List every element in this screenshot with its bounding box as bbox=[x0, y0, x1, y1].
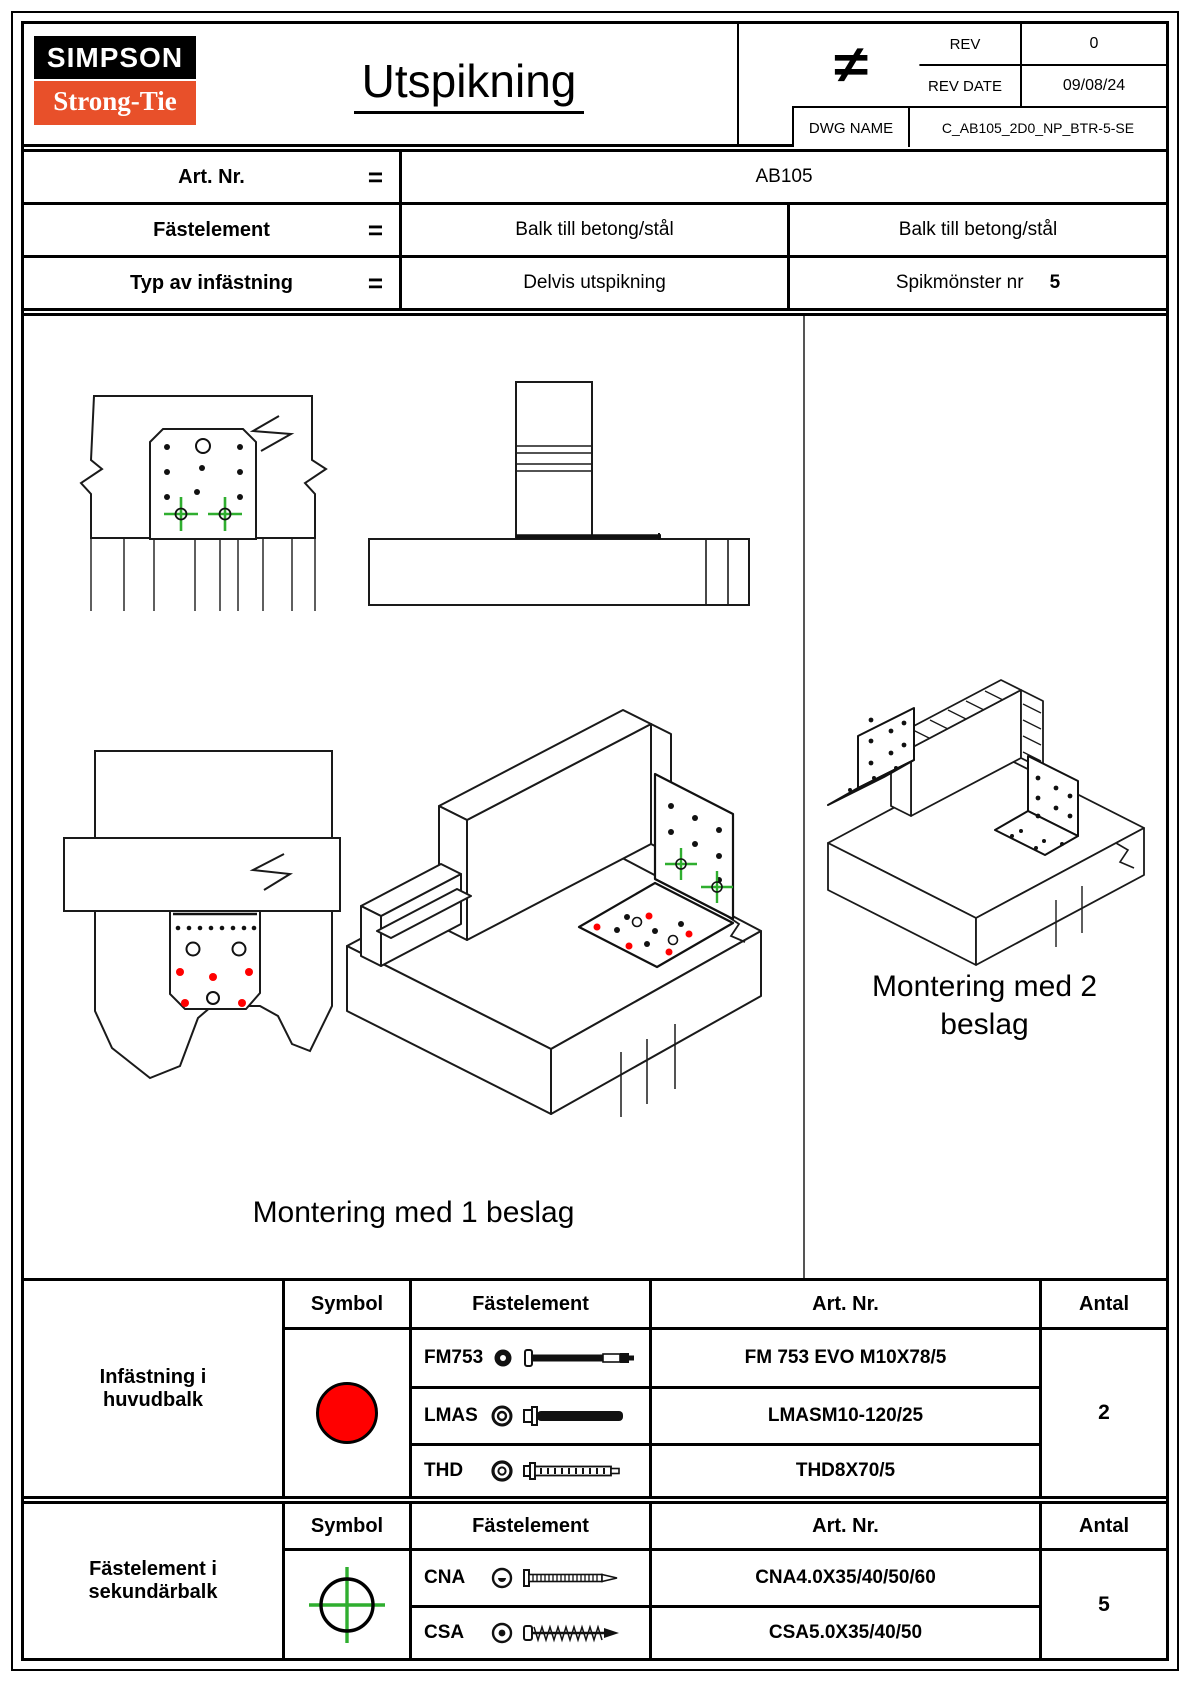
not-equal-symbol: ≠ bbox=[783, 24, 920, 106]
hatch-lines bbox=[91, 538, 315, 611]
bolt-hole bbox=[196, 439, 210, 453]
double-rule bbox=[24, 308, 1166, 316]
fastener-code: CNA bbox=[424, 1567, 466, 1588]
panel-divider bbox=[803, 316, 805, 1278]
column-header-fastener: Fästelement bbox=[412, 1504, 649, 1548]
red-circle-symbol bbox=[316, 1382, 378, 1444]
art-nr-label-cell bbox=[24, 152, 399, 202]
fastener-row-cna bbox=[412, 1551, 649, 1605]
title-block bbox=[24, 24, 1166, 144]
column-header-qty: Antal bbox=[1042, 1504, 1166, 1548]
logo-strongtie: Strong-Tie bbox=[34, 81, 196, 125]
main-beam-side bbox=[369, 539, 749, 605]
art-nr-fm753: FM 753 EVO M10X78/5 bbox=[652, 1330, 1039, 1386]
fm753-head-icon bbox=[491, 1346, 515, 1370]
revision-table bbox=[792, 24, 1166, 146]
dwg-name-value: C_AB105_2D0_NP_BTR-5-SE bbox=[910, 108, 1166, 148]
fastener-row-thd bbox=[412, 1446, 649, 1496]
fm753-side-icon bbox=[523, 1346, 641, 1370]
fastener-row-csa bbox=[412, 1608, 649, 1658]
nail-pattern-cell bbox=[790, 258, 1166, 308]
main-beam-fastener-table bbox=[24, 1281, 1166, 1496]
side-view-drawing bbox=[354, 374, 764, 609]
top-view-drawing bbox=[52, 706, 352, 1131]
csa-head-icon bbox=[490, 1621, 514, 1645]
column-header-symbol: Symbol bbox=[285, 1504, 409, 1548]
csa-side-icon bbox=[522, 1621, 640, 1645]
attachment-type-label: Typ av infästning bbox=[130, 271, 293, 294]
column-header-art: Art. Nr. bbox=[652, 1504, 1039, 1548]
fastener-code: CSA bbox=[424, 1622, 465, 1643]
symbol-cell-main-beam bbox=[285, 1330, 409, 1496]
symbol-cell-secondary-beam bbox=[285, 1551, 409, 1658]
rev-label: REV bbox=[910, 24, 1020, 64]
cut-block-left bbox=[361, 906, 381, 966]
fastener-code: LMAS bbox=[424, 1405, 478, 1426]
nail-pattern-label: Spikmönster nr bbox=[895, 272, 1024, 293]
rev-date-value: 09/08/24 bbox=[1022, 66, 1166, 106]
logo-simpson: SIMPSON bbox=[34, 36, 196, 79]
art-nr-thd: THD8X70/5 bbox=[652, 1446, 1039, 1496]
post-side bbox=[516, 382, 592, 539]
break-symbol bbox=[253, 416, 291, 451]
isometric-single-bracket-drawing bbox=[329, 684, 779, 1124]
column-header-qty: Antal bbox=[1042, 1281, 1166, 1327]
article-info-table bbox=[24, 152, 1166, 308]
caption-single-bracket: Montering med 1 beslag bbox=[252, 1196, 575, 1229]
dwg-name-label: DWG NAME bbox=[794, 108, 908, 148]
art-nr-cna: CNA4.0X35/40/50/60 bbox=[652, 1551, 1039, 1605]
equals-sign: = bbox=[367, 214, 383, 245]
drawing-area bbox=[24, 316, 1166, 1278]
nail-pattern-number: 5 bbox=[1049, 272, 1061, 293]
qty-secondary-beam: 5 bbox=[1042, 1551, 1166, 1658]
fastener-value-2: Balk till betong/stål bbox=[790, 205, 1166, 255]
simpson-strongtie-logo bbox=[34, 36, 196, 125]
attachment-type-label-cell bbox=[24, 258, 399, 308]
art-nr-csa: CSA5.0X35/40/50 bbox=[652, 1608, 1039, 1658]
sheet-frame bbox=[21, 21, 1169, 1661]
fastener-code: FM753 bbox=[424, 1347, 484, 1368]
lmas-head-icon bbox=[490, 1404, 514, 1428]
thd-head-icon bbox=[490, 1459, 514, 1483]
fastener-code: THD bbox=[424, 1460, 464, 1481]
fastener-row-fm753 bbox=[412, 1330, 649, 1386]
fastener-label: Fästelement bbox=[153, 218, 270, 241]
art-nr-label: Art. Nr. bbox=[178, 165, 245, 188]
double-rule bbox=[24, 1496, 1166, 1504]
column-header-art: Art. Nr. bbox=[652, 1281, 1039, 1327]
equals-sign: = bbox=[367, 161, 383, 192]
green-crosshair-symbol bbox=[305, 1563, 389, 1647]
art-nr-value: AB105 bbox=[402, 152, 1166, 202]
front-view-drawing bbox=[54, 368, 354, 638]
rev-value: 0 bbox=[1022, 24, 1166, 64]
caption-double-bracket: Montering med 2 beslag bbox=[871, 970, 1098, 1041]
lmas-side-icon bbox=[522, 1404, 640, 1428]
art-nr-lmas: LMASM10-120/25 bbox=[652, 1389, 1039, 1443]
fastener-value-1: Balk till betong/stål bbox=[402, 205, 787, 255]
fastener-label-cell bbox=[24, 205, 399, 255]
column-header-fastener: Fästelement bbox=[412, 1281, 649, 1327]
qty-main-beam: 2 bbox=[1042, 1330, 1166, 1496]
main-beam-plan bbox=[64, 838, 340, 911]
section-label-secondary-beam: Fästelement i sekundärbalk bbox=[24, 1504, 282, 1658]
cna-head-icon bbox=[490, 1566, 514, 1590]
attachment-type-value: Delvis utspikning bbox=[402, 258, 787, 308]
page-title: Utspikning bbox=[354, 54, 585, 114]
column-header-symbol: Symbol bbox=[285, 1281, 409, 1327]
rev-date-label: REV DATE bbox=[910, 66, 1020, 106]
secondary-beam-fastener-table bbox=[24, 1504, 1166, 1658]
fastener-row-lmas bbox=[412, 1389, 649, 1443]
section-label-main-beam: Infästning i huvudbalk bbox=[24, 1281, 282, 1496]
isometric-double-bracket-drawing bbox=[816, 638, 1151, 983]
cna-side-icon bbox=[522, 1566, 640, 1590]
equals-sign: = bbox=[367, 267, 383, 298]
header-divider bbox=[737, 24, 739, 144]
thd-side-icon bbox=[522, 1459, 640, 1483]
